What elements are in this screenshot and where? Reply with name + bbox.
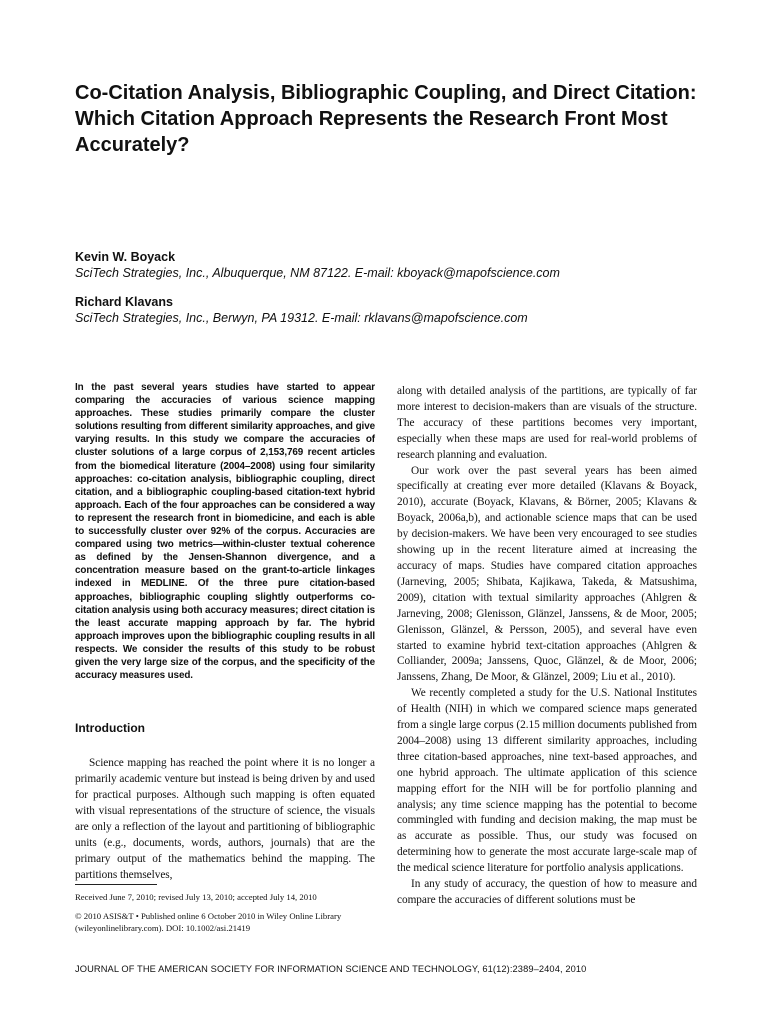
author-affiliation: SciTech Strategies, Inc., Berwyn, PA 19312. E-mail: rklavans@mapofscience.com [75,311,528,325]
section-heading-introduction: Introduction [75,721,145,735]
right-column-body [397,384,697,909]
body-paragraph: In any study of accuracy, the question of how to measure and compare the accuracies of different solutions must be [397,878,697,906]
author-block-1 [75,249,715,281]
journal-footer: JOURNAL OF THE AMERICAN SOCIETY FOR INFORMATION SCIENCE AND TECHNOLOGY, 61(12):2389–2404, 2010 [75,964,587,974]
copyright-notice: © 2010 ASIS&T • Published online 6 October 2010 in Wiley Online Library (wileyonlinelibrary.com). DOI: 10.1002/asi.21419 [75,911,342,933]
intro-paragraph: Science mapping has reached the point where it is no longer a primarily academic venture but instead is being driven by and used for practical purposes. Although such mapping is often equated with visual representations of the structure of science, the visuals are only a reflection of the layout and partitioning of bibliographic units (e.g., documents, words, authors, journals) that are the primary output of the mathematics behind the mapping. The partitions themselves, [75,757,375,881]
author-block-2 [75,294,715,326]
body-paragraph: Our work over the past several years has been aimed specifically at creating ever more detailed (Klavans & Boyack, 2010), accurate (Boyack, Klavans, & Börner, 2005; Klavans & Boyack, 2006a,b), and actionable science maps that can be used by decision-makers. We have been very encouraged to see studies showing up in the recent literature aimed at increasing the accuracy of maps. Studies have compared citation approaches (Jarneving, 2005; Shibata, Kajikawa, Takeda, & Matsushima, 2009), citation with textual similarity approaches (Ahlgren & Jarneving, 2008; Glenisson, Glänzel, Janssens, & de Moor, 2005; Glenisson, Glänzel, & Persson, 2005), and several have even started to examine hybrid text-citation approaches (Ahlgren & Colliander, 2009a; Janssens, Quoc, Glänzel, & de Moor, 2006; Janssens, Zhang, De Moor, & Glänzel, 2009; Liu et al., 2010). [397,464,697,684]
author-name: Kevin W. Boyack [75,250,176,264]
abstract: In the past several years studies have started to appear comparing the accuracies of various science mapping approaches. These studies primarily compare the cluster solutions resulting from different similarity approaches, and give varying results. In this study we compare the accuracies of cluster solutions of a large corpus of 2,153,769 recent articles from the biomedical literature (2004–2008) using four similarity approaches: co-citation analysis, bibliographic coupling, direct citation, and a bibliographic coupling-based citation-text hybrid approach. Each of the four approaches can be considered a way to represent the research front in biomedicine, and each is able to successfully cluster over 92% of the corpus. Accuracies are compared using two metrics—within-cluster textual coherence as defined by the Jensen-Shannon divergence, and a concentration measure based on the grant-to-article linkages indexed in MEDLINE. Of the three pure citation-based approaches, bibliographic coupling slightly outperforms co-citation analysis using both accuracy measures; direct citation is the least accurate mapping approach by far. The hybrid approach improves upon the bibliographic coupling results in all respects. We consider the results of this study to be robust given the very large size of the corpus, and the specificity of the accuracy measures used. [75,382,375,682]
received-dates: Received June 7, 2010; revised July 13, 2010; accepted July 14, 2010 [75,892,317,902]
body-paragraph: along with detailed analysis of the partitions, are typically of far more interest to decision-makers than are visuals of the structure. The accuracy of these partitions becomes very important, especially when these maps are used for real-world problems of research planning and evaluation. [397,385,697,461]
footnote-divider [75,884,157,885]
author-name: Richard Klavans [75,295,173,309]
body-paragraph: We recently completed a study for the U.S. National Institutes of Health (NIH) in which we compared science maps generated from a single large corpus (2.15 million documents published from 2004–2008) using 13 different similarity approaches, including three citation-based approaches, nine text-based approaches, and one hybrid approach. The ultimate application of this science mapping effort for the NIH will be for portfolio planning and analysis; any time science mapping has the potential to become commingled with funding and decision making, the map must be as accurate as possible. Thus, our study was focused on determining how to generate the most accurate large-scale map of the medical science literature for portfolio analysis applications. [397,687,697,875]
left-column-body [75,745,375,895]
author-affiliation: SciTech Strategies, Inc., Albuquerque, NM 87122. E-mail: kboyack@mapofscience.com [75,266,560,280]
paper-title: Co-Citation Analysis, Bibliographic Coupling, and Direct Citation: Which Citation Approach Represents the Research Front Most Accurately? [75,82,697,156]
